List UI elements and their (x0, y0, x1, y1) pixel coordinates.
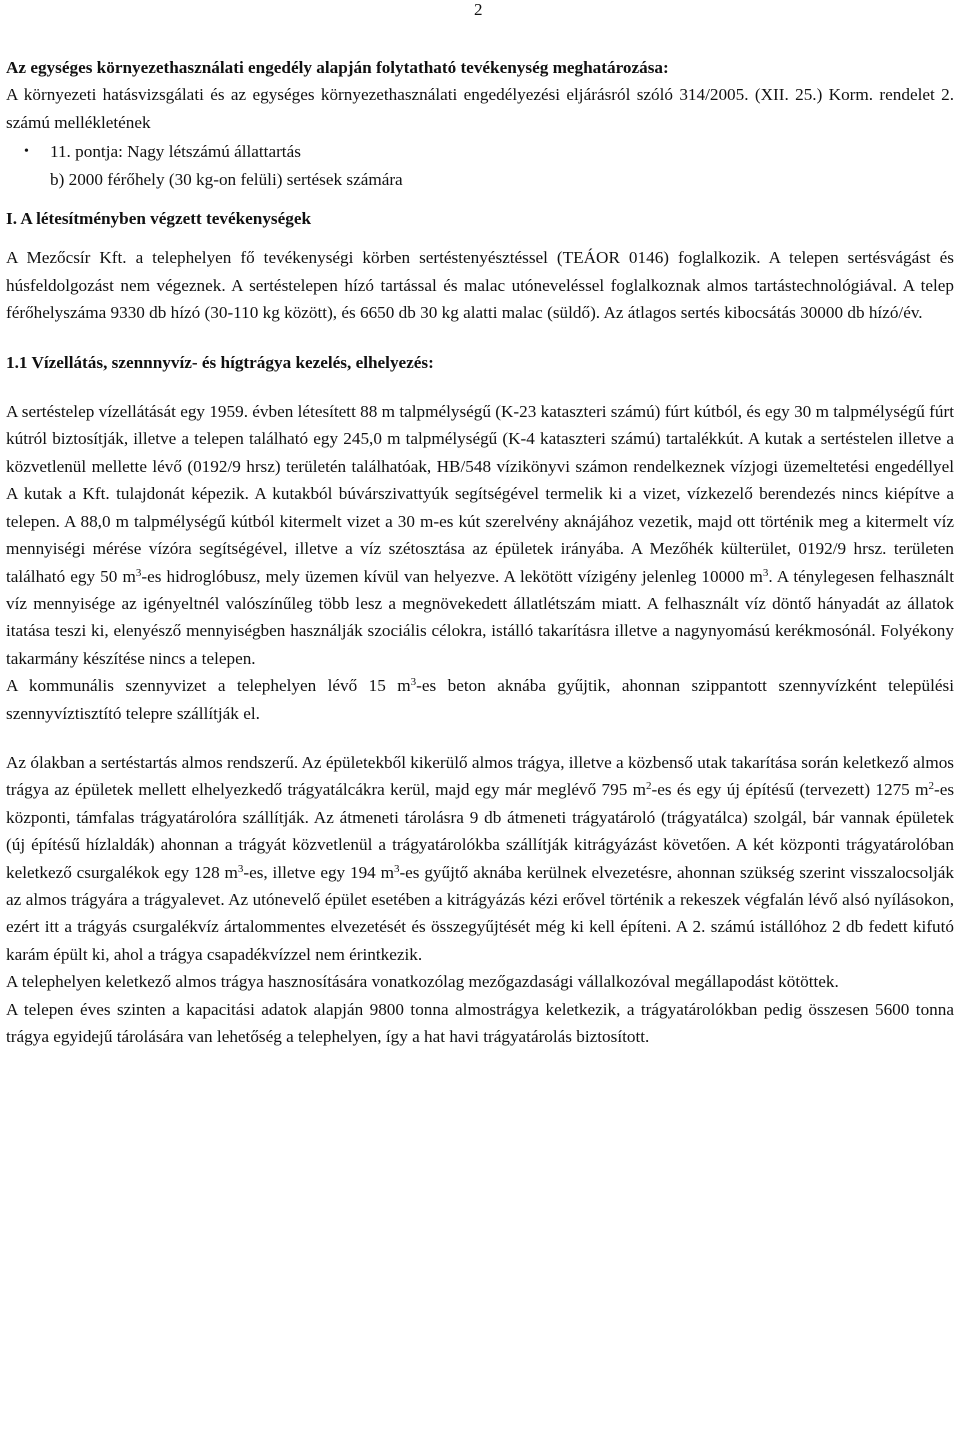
bullet-text (50, 138, 954, 193)
manure-paragraph (6, 749, 954, 968)
manure-agreement-paragraph: A telephelyen keletkező almos trágya hasznosítására vonatkozólag mezőgazdasági vállalkozóval megállapodást kötöttek. (6, 972, 839, 992)
sewage-paragraph (6, 672, 954, 727)
text-run: Az ólakban a sertéstartás almos rendszerű. Az épületekből kikerülő almos trágya, illetve a közbenső utak takarítása során keletkező almos trágya az épületek mellett elhelyezkedő trágyatálcákra kerül, majd egy már meglévő 795 m (6, 752, 954, 800)
section-1-heading: I. A létesítményben végzett tevékenységek (6, 209, 312, 229)
superscript: 3 (393, 862, 400, 875)
manure-capacity-paragraph: A telepen éves szinten a kapacitási adatok alapján 9800 tonna almostrágya keletkezik, a trágyatárolókban pedig összesen 5600 tonna trágya egyidejű tárolására van lehetőség a telephelyen, így a hat havi trágyatárolás biztosított. (6, 999, 954, 1046)
text-run: -es beton aknába gyűjtik, ahonnan szippantott szennyvízként települési szennyvíztisztító telepre szállítják el. (6, 676, 954, 723)
superscript: 2 (928, 780, 934, 793)
text-run: -es központi, támfalas trágyatárolóra szállítják. Az átmeneti tárolásra 9 db átmeneti trágyatároló (trágyatálca) szolgál, bár vannak épületek (új építésű hízlaldák) ahonnan a trágyát közvetlenül a trágyatárolókba szállítják kitrágyázást követően. A két központi trágyatárolóban keletkező csurgalékok egy 128 m (6, 780, 955, 882)
text-run: A kommunális szennyvizet a telephelyen lévő 15 m (6, 676, 411, 696)
page-number: 2 (474, 0, 483, 19)
superscript: 3 (762, 566, 769, 579)
text-run: A sertéstelep vízellátását egy 1959. évben létesített 88 m talpmélységű (K-23 kataszteri számú) fúrt kútból, és egy 30 m talpmélységű fúrt kútról biztosítják, illetve a telepen található egy 245,0 m talpmélységű (K-4 kataszteri számú) tartalékkút. A kutak a sertéstelen illetve a közvetlenül mellette lévő (0192/9 hrsz) területén találhatóak, HB/548 vízikönyvi számon rendelkeznek vízjogi üzemeltetési engedéllyel A kutak a Kft. tulajdonát képezik. A kutakból búvárszivattyúk segítségével termelik ki a vizet, vízkezelő berendezés nincs kiépítve a telepen. A 88,0 m talpmélységű kútból kitermelt vizet a 30 m-es kút szerelvény aknájához vezetik, majd ott történik meg a kitermelt víz mennyiségi mérése vízóra segítségével, illetve a víz szétosztása az épületek irányába. A Mezőhék külterület, 0192/9 hrsz. területen található egy 50 m (6, 402, 954, 586)
section-2-heading: 1.1 Vízellátás, szennnyvíz- és hígtrágya kezelés, elhelyezés: (6, 352, 434, 372)
bullet-line-1: 11. pontja: Nagy létszámú állattartás (50, 142, 301, 162)
water-supply-paragraph (6, 398, 954, 672)
superscript: 3 (410, 676, 417, 689)
text-run: -es, illetve egy 194 m (243, 862, 394, 882)
text-run: -es hidroglóbusz, mely üzemen kívül van helyezve. A lekötött vízigény jelenleg 10000 m (141, 566, 763, 586)
intro-heading: Az egységes környezethasználati engedély alapján folytatható tevékenység meghatározása: (6, 58, 669, 77)
document-page (6, 54, 954, 1050)
bullet-icon: • (24, 144, 29, 160)
superscript: 3 (135, 566, 142, 579)
superscript: 2 (646, 780, 652, 793)
text-run: -es és egy új építésű (tervezett) 1275 m (651, 780, 929, 800)
bullet-item (6, 138, 954, 193)
superscript: 3 (237, 862, 244, 875)
intro-text: A környezeti hatásvizsgálati és az egységes környezethasználati engedélyezési eljárásról szóló 314/2005. (XII. 25.) Korm. rendelet 2. számú mellékletének (6, 85, 954, 132)
section-1-paragraph: A Mezőcsír Kft. a telephelyen fő tevékenységi körben sertéstenyésztéssel (TEÁOR 0146) foglalkozik. A telepen sertésvágást és húsfeldolgozást nem végeznek. A sertéstelepen hízó tartással és malac utóneveléssel foglalkoznak almos tartástechnológiával. A telep férőhelyszáma 9330 db hízó (30-110 kg között), és 6650 db 30 kg alatti malac (süldő). Az átlagos sertés kibocsátás 30000 db hízó/év. (6, 248, 954, 323)
text-run: . A ténylegesen felhasznált víz mennyisége az igényeltnél valószínűleg több lesz a megnövekedett állatlétszám miatt. A felhasznált víz döntő hányadát az állatok itatása teszi ki, elenyésző mennyiségben használják szociális célokra, istálló takarításra illetve a nagynyomású kerékmosónál. Folyékony takarmány készítése nincs a telepen. (6, 566, 954, 668)
text-run: -es gyűjtő aknába kerülnek elvezetésre, ahonnan szükség szerint visszalocsolják az almos trágyára a trágyalevet. Az utónevelő épület esetében a kitrágyázás kézi erővel történik a rekeszek végfalán lévő alsó nyílásokon, ezért itt a trágyás csurgalékvíz ártalommentes elvezetését és összegyűjtését még ki kell építeni. A 2. számú istállóhoz 2 db fedett kifutó karám épült ki, ahol a trágya csapadékvízzel nem érintkezik. (6, 862, 954, 964)
bullet-line-2: b) 2000 férőhely (30 kg-on felüli) sertések számára (50, 169, 403, 189)
